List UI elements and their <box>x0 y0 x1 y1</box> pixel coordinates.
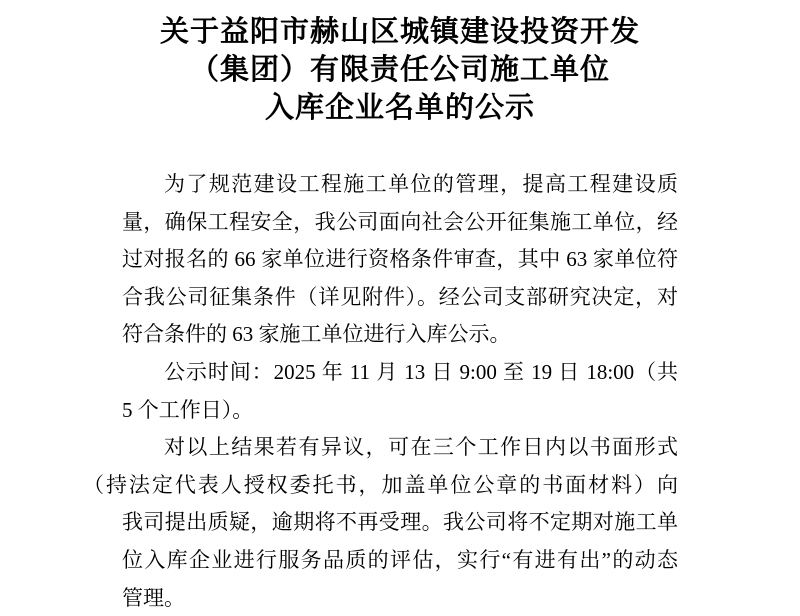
paragraph-1 <box>122 166 678 354</box>
body-line: 我司提出质疑，逾期将不再受理。我公司将不定期对施工单 <box>122 510 678 535</box>
body-line: 量，确保工程安全，我公司面向社会公开征集施工单位，经 <box>122 209 678 234</box>
paragraph-3 <box>83 429 678 616</box>
body-line: 符合条件的 63 家施工单位进行入库公示。 <box>122 322 511 347</box>
document-title <box>60 13 740 127</box>
body-line: 公示时间：2025 年 11 月 13 日 9:00 至 19 日 18:00（共 <box>164 359 678 384</box>
document-page <box>0 13 800 616</box>
body-line: 合我公司征集条件（详见附件）。经公司支部研究决定，对 <box>122 284 678 309</box>
document-body <box>83 166 678 616</box>
title-line-3: 入库企业名单的公示 <box>264 92 535 124</box>
body-line: 过对报名的 66 家单位进行资格条件审查，其中 63 家单位符 <box>122 247 678 272</box>
body-line: 管理。 <box>122 585 185 610</box>
body-line: 5 个工作日）。 <box>122 397 254 422</box>
title-line-2: （集团）有限责任公司施工单位 <box>189 54 610 86</box>
body-line: 位入库企业进行服务品质的评估，实行“有进有出”的动态 <box>122 547 678 572</box>
body-line: （持法定代表人授权委托书，加盖单位公章的书面材料）向 <box>83 472 678 497</box>
body-line: 对以上结果若有异议，可在三个工作日内以书面形式 <box>164 435 678 460</box>
body-line: 为了规范建设工程施工单位的管理，提高工程建设质 <box>164 172 678 196</box>
paragraph-2 <box>122 354 678 429</box>
title-line-1: 关于益阳市赫山区城镇建设投资开发 <box>159 16 640 48</box>
